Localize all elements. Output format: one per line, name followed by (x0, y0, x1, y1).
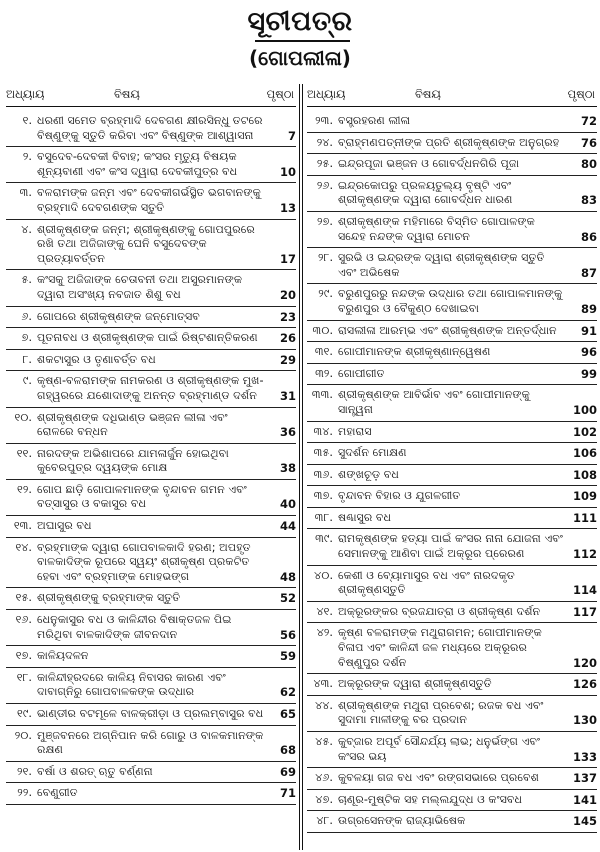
page-number: 83 (580, 193, 597, 208)
chapter-number: ୩୮. (314, 510, 333, 524)
page-number: 137 (572, 771, 597, 786)
toc-entry (307, 385, 597, 421)
chapter-number: ୫. (21, 273, 32, 287)
toc-entry (6, 371, 296, 407)
toc-entry (307, 111, 597, 133)
chapter-number: ୪୮. (316, 814, 333, 828)
toc-column-left (6, 84, 296, 805)
toc-entry (6, 444, 296, 480)
chapter-number: ୪୦. (314, 568, 333, 582)
page-number: 89 (580, 301, 597, 316)
chapter-number: ୨୬. (316, 178, 333, 192)
chapter-title: ବୃନ୍ଦାବନ ବିହାର ଓ ଯୁଗଳଗୀତ (338, 489, 461, 503)
chapter-number: ୩୨. (315, 366, 333, 380)
chapter-title: ଶକଟାସୁର ଓ ତୃଣାବର୍ତ୍ତ ବଧ (37, 352, 156, 366)
page-title: ସୂଚୀପତ୍ର (247, 6, 353, 37)
page-number: 10 (279, 164, 296, 179)
chapter-title: ଅକ୍ରୂରଙ୍କ ଦ୍ୱାରା ଶ୍ରୀକୃଷ୍ଣସ୍ତୁତି (338, 677, 492, 691)
chapter-number: ୩୪. (313, 424, 333, 438)
chapter-number: ୧୧. (16, 446, 32, 460)
page-number: 69 (279, 764, 296, 779)
page-number: 29 (279, 352, 296, 367)
chapter-title: ଶ୍ରୀକୃଷ୍ଣଙ୍କ ମଥୁରା ପ୍ରବେଶ; ରଜକ ବଧ ଏବଂ ସୁଦାମା ମାଳୀଙ୍କୁ ବର ପ୍ରଦାନ (338, 698, 544, 727)
toc-entry (307, 623, 597, 674)
chapter-title: ଅକ୍ରୂରଙ୍କର ବ୍ରଜଯାତ୍ରା ଓ ଶ୍ରୀକୃଷ୍ଣ ଦର୍ଶନ (338, 604, 541, 618)
toc-entry (307, 602, 597, 624)
page-number: 112 (572, 547, 597, 562)
toc-entry (6, 762, 296, 784)
chapter-title: ଶ୍ରୀକୃଷ୍ଣଙ୍କ ଦଧିଭାଣ୍ଡ ଭଞ୍ଜନ ଲୀଳା ଏବଂ ରୋଳରେ ବନ୍ଧନ (37, 410, 228, 439)
chapter-title: କୁବଳୟା ଗଜ ବଧ ଏବଂ ରଙ୍ଗସଭାରେ ପ୍ରବେଶ (338, 771, 539, 785)
page-number: 13 (279, 200, 296, 215)
toc-entry (6, 270, 296, 306)
toc-entry (307, 465, 597, 487)
chapter-title: ଇନ୍ଦ୍ରପୂଜା ଭଞ୍ଜନ ଓ ଗୋବର୍ଦ୍ଧନଗିରି ପୂଜା (338, 157, 520, 171)
chapter-number: ୨୧. (17, 764, 32, 778)
chapter-number: ୧୫. (15, 591, 32, 605)
page-number: 72 (580, 114, 597, 128)
page-number: 7 (287, 128, 296, 143)
chapter-number: ୪. (21, 222, 32, 236)
page-subtitle: (ଗୋପଲୀଳା) (249, 46, 351, 70)
page-number: 99 (580, 366, 597, 381)
toc-column-right (307, 84, 597, 833)
chapter-title: ଇନ୍ଦ୍ରକୋପରୁ ପ୍ରଳୟତୁଲ୍ୟ ବୃଷ୍ଟି ଏବଂ ଶ୍ରୀକୃଷ୍ଣଙ୍କ ଦ୍ୱାରା ଗୋବର୍ଦ୍ଧନ ଧାରଣ (338, 178, 513, 207)
page-number: 52 (279, 591, 296, 606)
page-number: 44 (279, 519, 296, 534)
page-number: 111 (572, 510, 597, 525)
chapter-title: ରାମକୃଷ୍ଣଙ୍କ ହତ୍ୟା ପାଇଁ କଂସର ନାନା ଯୋଜନା ଏବଂ ସେମାନଙ୍କୁ ଆଣିବା ପାଇଁ ଅକ୍ରୂର ପ୍ରେରଣ (338, 532, 563, 561)
chapter-title: ଧେନୁକାସୁର ବଧ ଓ କାଳିନ୍ଦୀର ବିଷାକ୍ତଜଳ ପିଇ ମରିଥିବା ବାଳକାଦିଙ୍କ ଜୀବନଦାନ (37, 613, 232, 641)
chapter-number: ୯. (22, 374, 32, 388)
chapter-number: ୩୭. (313, 489, 333, 503)
page-number: 59 (279, 649, 296, 664)
toc-entry (6, 328, 296, 350)
chapter-number: ୧୬. (15, 613, 32, 627)
header-chapter: ଅଧ୍ୟାୟ (6, 87, 45, 101)
page-number: 114 (572, 583, 597, 598)
chapter-number: ୩୦. (312, 323, 333, 337)
toc-entry (6, 516, 296, 538)
toc-entry (6, 646, 296, 668)
toc-entry (6, 350, 296, 372)
chapter-title: କାଳିୟଦଳନ (37, 649, 89, 663)
chapter-title: ଗୋପୀଗୀତ (338, 366, 385, 380)
chapter-number: ୪୫. (315, 735, 333, 748)
page-number: 120 (572, 655, 597, 670)
page-number: 76 (580, 135, 597, 150)
page-number: 117 (572, 604, 597, 619)
toc-entry (6, 307, 296, 329)
toc-entry (307, 566, 597, 602)
chapter-title: ଶଙ୍ଖଚୂଡ଼ ବଧ (338, 467, 399, 481)
chapter-title: ମହାରାସ (338, 424, 372, 438)
chapter-title: ବେଣୁଗୀତ (37, 786, 78, 800)
chapter-title: ବର୍ଷା ଓ ଶରତ୍ ଋତୁ ବର୍ଣ୍ଣନା (37, 764, 153, 778)
chapter-number: ୩୧. (314, 345, 333, 359)
toc-header (6, 84, 296, 107)
toc-header (307, 84, 597, 107)
chapter-title: ମୁଞ୍ଜବନରେ ଅଗ୍ନିପାନ କରି ଗୋରୁ ଓ ବାଳକମାନଙ୍କ ରକ୍ଷଣ (37, 728, 264, 757)
toc-entries-left (6, 111, 296, 805)
chapter-title: କୁବ୍‌ଜାର ଅପୂର୍ବ ସୌନ୍ଦର୍ଯ୍ୟ ଲାଭ; ଧନୁର୍ଭଙ୍ଗ ଏବଂ କଂସର ଭୟ (338, 735, 540, 763)
page-number: 102 (572, 424, 597, 439)
title-underline (255, 40, 350, 42)
page-number: 31 (279, 388, 296, 403)
chapter-number: ୧୩. (13, 519, 32, 533)
toc-entry (6, 610, 296, 646)
chapter-number: ୨୭. (317, 214, 333, 228)
chapter-title: କୃଷ୍ଣ ବଳରାମଙ୍କ ମଥୁରାଗମନ; ଗୋପୀମାନଙ୍କ ବିଳାପ ଏବଂ କାଳିନ୍ଦୀ ଜଳ ମଧ୍ୟରେ ଅକ୍ରୂରର ବିଷ୍ଣୁପୁର ଦର୍ଶନ (338, 626, 542, 669)
page-number: 17 (279, 251, 296, 266)
chapter-title: ସୁରଭି ଓ ଇନ୍ଦ୍ରଙ୍କ ଦ୍ୱାରା ଶ୍ରୀକୃଷ୍ଣଙ୍କ ସ୍ତୁତି ଏବଂ ଅଭିଷେକ (338, 251, 545, 279)
chapter-title: ବ୍ରାହ୍ମଣପତ୍ନୀଙ୍କ ପ୍ରତି ଶ୍ରୀକୃଷ୍ଣଙ୍କ ଅନୁଗ୍ରହ (338, 135, 560, 149)
toc-entry (307, 342, 597, 364)
toc-entry (307, 811, 597, 833)
chapter-title: ଶ୍ରୀକୃଷ୍ଣଙ୍କ ମହିମାରେ ବିସ୍ମିତ ଗୋପାଳଙ୍କ ସନ୍ଦେହ ନନ୍ଦଙ୍କ ଦ୍ୱାରା ମୋଚନ (338, 214, 535, 243)
chapter-title: କୃଷ୍ଣ-ବଳରାମଙ୍କ ନାମକରଣ ଓ ଶ୍ରୀକୃଷ୍ଣଙ୍କ ମୁଖ-ଗହ୍ୱରରେ ଯଶୋଦାଙ୍କୁ ଅନନ୍ତ ବ୍ରହ୍ମାଣ୍ଡ ଦର୍ଶନ (37, 374, 264, 402)
chapter-title: ଷଣ୍ଢାସୁର ବଧ (338, 510, 392, 524)
chapter-number: ୪୪. (315, 698, 333, 712)
toc-entry (6, 480, 296, 516)
chapter-number: ୪୩. (313, 677, 333, 691)
header-chapter: ଅଧ୍ୟାୟ (307, 87, 346, 101)
page-number: 68 (279, 743, 296, 758)
chapter-number: ୧୨. (17, 482, 32, 496)
column-divider (299, 84, 300, 850)
page-number: 62 (279, 685, 296, 700)
chapter-number: ୩୩. (311, 388, 333, 402)
toc-entry (307, 443, 597, 465)
toc-entry (307, 154, 597, 176)
page-number: 56 (279, 627, 296, 642)
chapter-title: ଗୋପୀମାନଙ୍କ ଶ୍ରୀକୃଷ୍ଣାନ୍ୱେଷଣ (338, 345, 491, 359)
chapter-number: ୨୯. (318, 287, 333, 301)
page-number: 36 (279, 425, 296, 440)
page-number: 87 (580, 265, 597, 280)
page-number: 20 (279, 287, 296, 302)
chapter-number: ୪୨. (316, 626, 333, 640)
toc-entry (307, 422, 597, 444)
chapter-number: ୨୫. (316, 157, 333, 171)
chapter-number: ୨୮. (318, 251, 333, 265)
toc-entry (6, 111, 296, 147)
chapter-title: ନାରଦଙ୍କ ଅଭିଶାପରେ ଯାମଳାର୍ଜୁନ ହୋଇଥିବା କୁବେରପୁତ୍ର ଦ୍ୱୟଙ୍କ ମୋକ୍ଷ (37, 446, 229, 475)
toc-entry (307, 529, 597, 565)
chapter-number: ୪୭. (315, 792, 333, 806)
column-divider (302, 84, 303, 850)
page-number: 133 (572, 749, 597, 764)
chapter-number: ୬. (21, 309, 32, 323)
chapter-number: ୧୮. (16, 670, 32, 684)
toc-entry (6, 220, 296, 271)
page-number: 108 (572, 467, 597, 482)
toc-entries-right (307, 111, 597, 833)
toc-entry (307, 508, 597, 530)
chapter-title: ପୂତନାବଧ ଓ ଶ୍ରୀକୃଷ୍ଣଙ୍କ ପାଇଁ ରିଷ୍ଟଶାନ୍ତିକରଣ (37, 331, 258, 345)
chapter-title: କଂସକୁ ଅଜିଜାଙ୍କ ଚେତାବନୀ ତଥା ଅସୁରମାନଙ୍କ ଦ୍ୱାରା ଅସଂଖ୍ୟ ନବଜାତ ଶିଶୁ ବଧ (37, 273, 243, 301)
chapter-number: ୩୬. (313, 467, 333, 481)
toc-entry (307, 176, 597, 212)
chapter-title: କାଳିନ୍ଦୀହ୍ରଦରେ କାଳିୟ ନିବାସର କାରଣ ଏବଂ ଦାବାଗ୍ନିରୁ ଗୋପବାଳକଙ୍କ ଉଦ୍ଧାର (37, 670, 226, 699)
chapter-number: ୧. (22, 114, 32, 127)
page-number: 100 (572, 402, 597, 417)
toc-entry (6, 408, 296, 444)
page-number: 71 (279, 786, 296, 801)
header-subject: ବିଷୟ (415, 87, 441, 101)
toc-entry (307, 321, 597, 343)
page-number: 96 (580, 345, 597, 360)
page-number: 80 (580, 157, 597, 172)
chapter-title: ବରୁଣପୁରରୁ ନନ୍ଦଙ୍କ ଉଦ୍ଧାର ତଥା ଗୋପାଳମାନଙ୍କୁ ବରୁଣପୁର ଓ ବୈକୁଣ୍ଠ ଦେଖାଇବା (338, 287, 563, 315)
page-number: 23 (279, 309, 296, 324)
page-number: 130 (572, 713, 597, 728)
chapter-title: ଶ୍ରୀକୃଷ୍ଣଙ୍କ ଆବିର୍ଭାବ ଏବଂ ଗୋପୀମାନଙ୍କୁ ସାନ୍ତ୍ୱନା (338, 388, 530, 416)
chapter-title: ବ୍ରହ୍ମାଙ୍କ ଦ୍ୱାରା ଗୋପବାଳକାଦି ହରଣ; ଅପହୃତ ବାଳକାଦିଙ୍କ ରୂପରେ ସ୍ୱୟଂ ଶ୍ରୀକୃଷ୍ଣ ପ୍ରକଟିତ ହେବା ଏବଂ ବ୍ରହ୍ମାଙ୍କ ମୋହଭଙ୍ଗ (37, 540, 251, 583)
toc-entry (307, 133, 597, 155)
page-number: 126 (572, 677, 597, 692)
page-number: 86 (580, 229, 597, 244)
page-number: 38 (279, 461, 296, 476)
chapter-title: କେଶୀ ଓ ବ୍ୟୋମାସୁର ବଧ ଏବଂ ନାରଦକୃତ ଶ୍ରୀକୃଷ୍ଣସ୍ତୁତି (338, 568, 515, 597)
toc-entry (307, 248, 597, 284)
chapter-title: ଉଗ୍ରସେନଙ୍କ ରାଜ୍ୟାଭିଷେକ (338, 814, 466, 828)
page-number: 145 (572, 814, 597, 829)
toc-entry (6, 147, 296, 183)
toc-entry (307, 732, 597, 768)
toc-entry (307, 284, 597, 320)
chapter-number: ୧୭. (15, 649, 32, 663)
toc-entry (307, 212, 597, 248)
toc-entry (307, 790, 597, 812)
toc-entry (307, 674, 597, 696)
chapter-number: ୨୨. (17, 786, 32, 800)
header-page: ପୃଷ୍ଠା (266, 87, 294, 101)
chapter-number: ୧୪. (15, 540, 32, 554)
chapter-number: ୮. (22, 352, 32, 366)
chapter-number: ୩. (19, 186, 32, 200)
toc-entry (307, 364, 597, 386)
chapter-title: ଚାଣୂର-ମୁଷ୍ଟିକ ସହ ମଲ୍ଲଯୁଦ୍ଧ ଓ କଂସବଧ (338, 792, 523, 806)
toc-entry (307, 768, 597, 790)
page-number: 91 (580, 323, 597, 338)
chapter-title: ଧରଣୀ ସମେତ ବ୍ରହ୍ମାଦି ଦେବଗଣ କ୍ଷୀରସିନ୍ଧୁ ତଟରେ ବିଷ୍ଣୁଙ୍କୁ ସ୍ତୁତି କରିବା ଏବଂ ବିଷ୍ଣୁଙ୍କ ଆଶ୍ୱାସନା (37, 114, 263, 142)
chapter-number: ୧୯. (17, 707, 32, 720)
page-number: 48 (279, 569, 296, 584)
chapter-number: ୨୩. (315, 114, 333, 127)
toc-entry (6, 588, 296, 610)
page-number: 141 (572, 792, 597, 807)
toc-entry (6, 538, 296, 589)
chapter-number: ୨୦. (14, 728, 32, 742)
toc-entry (6, 704, 296, 726)
page-number: 109 (572, 489, 597, 504)
chapter-number: ୧୦. (14, 410, 32, 424)
chapter-title: ରାସଲୀଳା ଆରମ୍ଭ ଏବଂ ଶ୍ରୀକୃଷ୍ଣଙ୍କ ଅନ୍ତର୍ଦ୍ଧାନ (338, 323, 557, 337)
chapter-number: ୪୬. (315, 771, 333, 785)
chapter-title: ବଳରାମଙ୍କ ଜନ୍ମ ଏବଂ ଦେବକୀଗର୍ଭସ୍ଥିତ ଭଗବାନଙ୍କୁ ବ୍ରହ୍ମାଦି ଦେବଗଣଙ୍କ ସ୍ତୁତି (37, 186, 261, 214)
header-subject: ବିଷୟ (114, 87, 140, 101)
toc-entry (6, 726, 296, 762)
page-number: 26 (279, 331, 296, 346)
chapter-number: ୨୪. (316, 135, 333, 149)
chapter-title: ଶ୍ରୀକୃଷ୍ଣଙ୍କ ଜନ୍ମ; ଶ୍ରୀକୃଷ୍ଣଙ୍କୁ ଗୋପପୁରରେ ରଖି ତଥା ଅଜିଜାଙ୍କୁ ଘେନି ବସୁଦେବଙ୍କ ପ୍ରତ୍ୟାବର୍ତ୍ତନ (37, 222, 255, 265)
header-page: ପୃଷ୍ଠା (567, 87, 595, 101)
chapter-title: ବସ୍ତ୍ରହରଣ ଲୀଳା (338, 114, 411, 127)
chapter-number: ୩୫. (313, 446, 333, 460)
chapter-number: ୭. (21, 331, 32, 345)
chapter-title: ଗୋପ ଛାଡ଼ି ଗୋପାଳମାନଙ୍କ ବୃନ୍ଦାବନ ଗମନ ଏବଂ ବତ୍ସାସୁର ଓ ବକାସୁର ବଧ (37, 482, 247, 511)
toc-entry (6, 183, 296, 219)
chapter-title: ସୁଦର୍ଶନ ମୋକ୍ଷଣ (338, 446, 407, 460)
page-number: 106 (572, 446, 597, 461)
chapter-number: ୨. (22, 150, 32, 164)
page-number: 65 (279, 707, 296, 721)
toc-entry (6, 668, 296, 704)
chapter-title: ଅଘାସୁର ବଧ (37, 519, 92, 533)
chapter-title: ଗୋପରେ ଶ୍ରୀକୃଷ୍ଣଙ୍କ ଜନ୍ମୋତ୍ସବ (37, 309, 200, 323)
chapter-title: ଭାଣ୍ଡୀର ବଟମୂଳେ ବାଳକ୍ରୀଡ଼ା ଓ ପ୍ରଲମ୍ବାସୁର ବଧ (37, 707, 264, 720)
toc-entry (6, 783, 296, 805)
chapter-number: ୩୯. (315, 532, 333, 546)
toc-entry (307, 696, 597, 732)
chapter-number: ୪୧. (316, 604, 333, 618)
chapter-title: ବସୁଦେବ-ଦେବକୀ ବିବାହ; କଂସର ମୃତ୍ୟୁ ବିଷୟକ ଶୂନ୍ୟବାଣୀ ଏବଂ କଂସ ଦ୍ୱାରା ଦେବକୀପୁତ୍ର ବଧ (37, 150, 238, 178)
toc-entry (307, 486, 597, 508)
chapter-title: ଶ୍ରୀକୃଷ୍ଣଙ୍କୁ ବ୍ରହ୍ମାଙ୍କ ସ୍ତୁତି (37, 591, 181, 605)
page-number: 40 (279, 497, 296, 512)
